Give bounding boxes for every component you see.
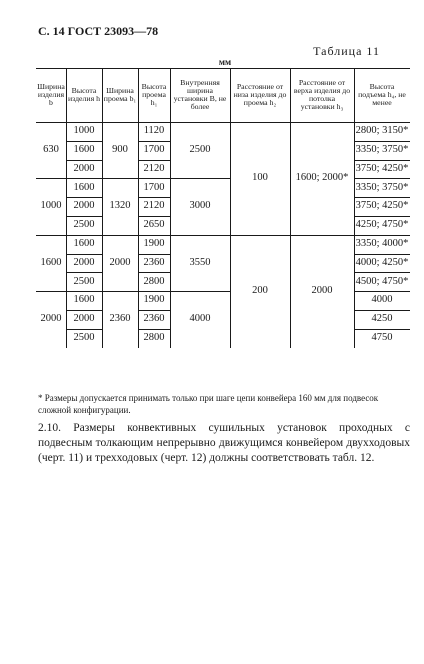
cell-height-h: 1000 (73, 125, 95, 137)
cell-distance-h3: 2000 (311, 284, 333, 296)
cell-lift-height-h4: 2800; 3150* (355, 125, 409, 137)
table-header-cell: Ширина изделия b (37, 81, 65, 108)
cell-height-h: 1600 (73, 237, 95, 249)
cell-width-b: 1000 (40, 200, 62, 212)
cell-lift-height-h4: 4000 (371, 294, 393, 306)
cell-opening-height-h1: 1700 (143, 143, 165, 155)
cell-lift-height-h4: 3750; 4250* (355, 200, 409, 212)
cell-opening-width-b1: 2000 (109, 256, 131, 268)
cell-lift-height-h4: 4750 (371, 331, 393, 343)
table-label: Таблица 11 (313, 44, 380, 58)
cell-lift-height-h4: 3350; 4000* (355, 237, 409, 249)
cell-opening-height-h1: 1700 (143, 181, 165, 193)
table-header-cell: Ширина проема b₁ (103, 85, 137, 103)
cell-height-h: 1600 (73, 294, 95, 306)
cell-width-b: 1600 (40, 256, 62, 268)
table-header-cell: Внутренняя ширина установки B, не более (173, 77, 227, 112)
cell-distance-h2: 100 (252, 172, 268, 184)
table-header-cell: Расстояние от верха изделия до потолка установки h₃ (293, 77, 351, 112)
cell-opening-height-h1: 2650 (143, 219, 165, 231)
cell-lift-height-h4: 3750; 4250* (355, 162, 409, 174)
cell-inner-width-B: 3000 (189, 200, 211, 212)
cell-width-b: 2000 (40, 313, 62, 325)
cell-opening-width-b1: 1320 (109, 200, 131, 212)
cell-inner-width-B: 3550 (189, 256, 211, 268)
cell-width-b: 630 (43, 143, 59, 155)
cell-height-h: 2000 (73, 162, 95, 174)
cell-height-h: 2500 (73, 331, 95, 343)
cell-opening-height-h1: 2800 (143, 331, 165, 343)
units-label: мм (218, 57, 232, 67)
cell-opening-width-b1: 900 (112, 143, 128, 155)
cell-height-h: 1600 (73, 143, 95, 155)
cell-inner-width-B: 2500 (189, 143, 211, 155)
cell-opening-height-h1: 1900 (143, 294, 165, 306)
table-header-cell: Расстояние от низа изделия до проема h₂ (233, 81, 287, 108)
cell-opening-height-h1: 2800 (143, 275, 165, 287)
cell-opening-height-h1: 1120 (143, 125, 165, 137)
cell-height-h: 2000 (73, 256, 95, 268)
cell-lift-height-h4: 4000; 4250* (355, 256, 409, 268)
cell-inner-width-B: 4000 (189, 313, 211, 325)
cell-distance-h3: 1600; 2000* (295, 172, 349, 184)
cell-opening-height-h1: 2360 (143, 313, 165, 325)
cell-height-h: 1600 (73, 181, 95, 193)
table-header-cell: Высота проема h₁ (141, 81, 167, 108)
paragraph-2-10: 2.10. Размеры конвективных сушильных установок проходных с подвесным толкающим непрерывно движущимся конвейером двухходовых (черт. 11) и трехходовых (черт. 12) должны соответствовать табл. 12. (38, 422, 410, 465)
cell-height-h: 2000 (73, 313, 95, 325)
cell-opening-height-h1: 2360 (143, 256, 165, 268)
cell-lift-height-h4: 4250; 4750* (355, 219, 409, 231)
footnote: * Размеры допускается принимать только при шаге цепи конвейера 160 мм для подвесок сложной конфигурации. (38, 393, 379, 416)
cell-height-h: 2000 (73, 200, 95, 212)
cell-lift-height-h4: 3350; 3750* (355, 181, 409, 193)
table-header-cell: Высота подъема h₄, не менее (358, 81, 406, 108)
cell-opening-height-h1: 1900 (143, 237, 165, 249)
cell-opening-height-h1: 2120 (143, 200, 165, 212)
cell-distance-h2: 200 (252, 284, 268, 296)
cell-lift-height-h4: 3350; 3750* (355, 143, 409, 155)
cell-lift-height-h4: 4500; 4750* (355, 275, 409, 287)
page-header: С. 14 ГОСТ 23093—78 (38, 24, 159, 38)
cell-lift-height-h4: 4250 (371, 313, 393, 325)
cell-height-h: 2500 (73, 275, 95, 287)
cell-opening-height-h1: 2120 (143, 162, 165, 174)
table-header-cell: Высота изделия h (67, 85, 101, 103)
cell-opening-width-b1: 2360 (109, 313, 131, 325)
cell-height-h: 2500 (73, 219, 95, 231)
